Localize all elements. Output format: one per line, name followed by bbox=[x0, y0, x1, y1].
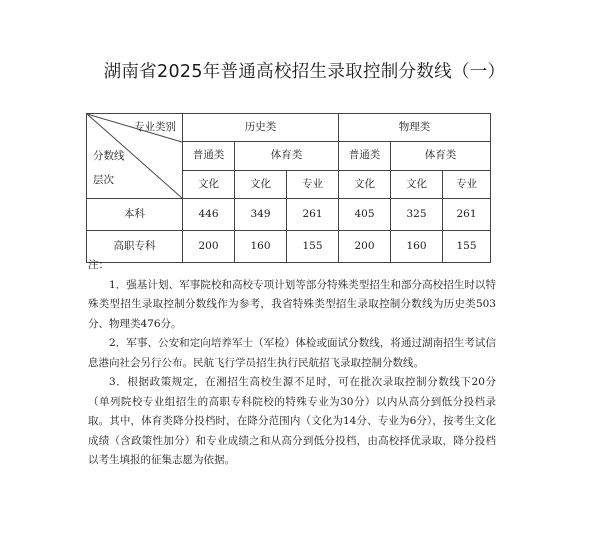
subgroup-history-sports: 体育类 bbox=[235, 142, 339, 170]
subgroup-physics-general: 普通类 bbox=[339, 142, 391, 170]
row-label: 本科 bbox=[87, 199, 183, 231]
score-table bbox=[86, 113, 491, 263]
col-header: 文化 bbox=[339, 170, 391, 198]
score-cell: 200 bbox=[339, 231, 391, 263]
col-header: 文化 bbox=[183, 170, 235, 198]
score-cell: 405 bbox=[339, 199, 391, 231]
notes-heading: 注： bbox=[88, 259, 109, 271]
header-major-category: 专业类别 bbox=[134, 121, 176, 133]
score-cell: 155 bbox=[287, 231, 339, 263]
row-label: 高职专科 bbox=[87, 231, 183, 263]
score-cell: 325 bbox=[391, 199, 443, 231]
score-cell: 261 bbox=[443, 199, 491, 231]
table-row bbox=[87, 199, 491, 231]
header-level: 层次 bbox=[93, 174, 114, 186]
note-item: 3．根据政策规定，在湘招生高校生源不足时，可在批次录取控制分数线下20分（单列院校专业组招生的高职专科院校的特殊专业为30分）以内从高分到低分投档录取。其中，体育类降分投档时，在降分范围内（文化为14分、专业为6分），按考生文化成绩（含政策性加分）和专业成绩之和从高分到低分投档，由高校择优录取，降分投档以考生填报的征集志愿为依据。 bbox=[88, 376, 496, 466]
col-header: 文化 bbox=[235, 170, 287, 198]
score-cell: 160 bbox=[391, 231, 443, 263]
subgroup-history-general: 普通类 bbox=[183, 142, 235, 170]
group-physics: 物理类 bbox=[339, 114, 491, 142]
group-history: 历史类 bbox=[183, 114, 339, 142]
score-cell: 155 bbox=[443, 231, 491, 263]
score-cell: 446 bbox=[183, 199, 235, 231]
col-header: 专业 bbox=[443, 170, 491, 198]
col-header: 专业 bbox=[287, 170, 339, 198]
header-score-line: 分数线 bbox=[93, 150, 125, 162]
score-cell: 160 bbox=[235, 231, 287, 263]
score-cell: 200 bbox=[183, 231, 235, 263]
note-item: 2．军事、公安和定向培养军士（军检）体检或面试分数线，将通过湖南招生考试信息港向社会另行公布。民航飞行学员招生执行民航招飞录取控制分数线。 bbox=[88, 337, 496, 369]
score-cell: 261 bbox=[287, 199, 339, 231]
score-cell: 349 bbox=[235, 199, 287, 231]
diagonal-header-cell bbox=[87, 114, 183, 199]
subgroup-physics-sports: 体育类 bbox=[391, 142, 491, 170]
col-header: 文化 bbox=[391, 170, 443, 198]
notes-section bbox=[88, 256, 496, 471]
note-item: 1．强基计划、军事院校和高校专项计划等部分特殊类型招生和部分高校招生时以特殊类型招生录取控制分数线作为参考，我省特殊类型招生录取控制分数线为历史类503分、物理类476分。 bbox=[88, 278, 496, 330]
document-title: 湖南省2025年普通高校招生录取控制分数线（一） bbox=[103, 62, 506, 82]
